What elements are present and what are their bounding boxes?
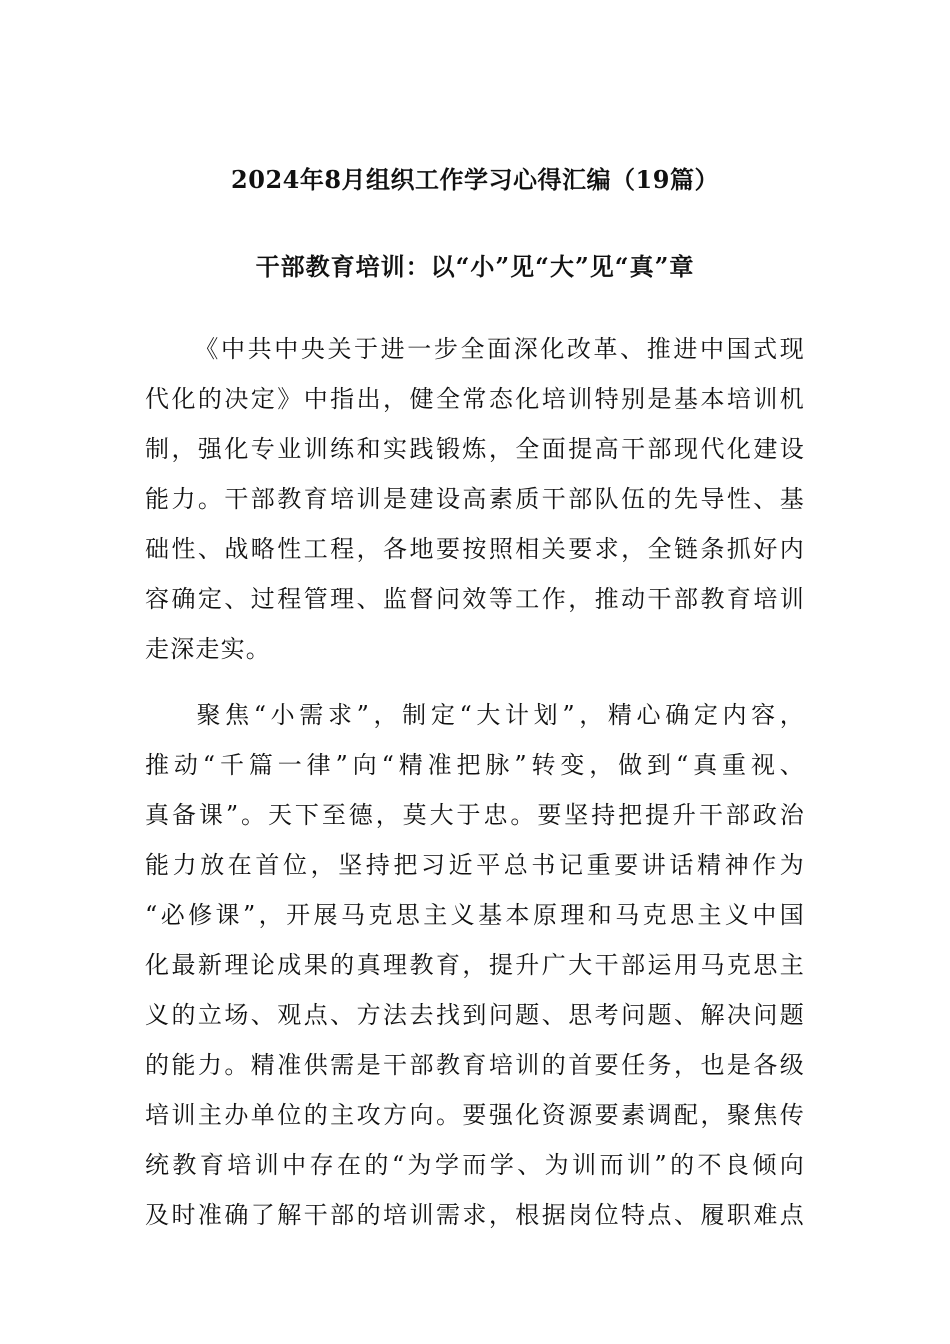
paragraph-line: 制，强化专业训练和实践锻炼，全面提高干部现代化建设	[145, 435, 805, 463]
paragraph-line: 能力。干部教育培训是建设高素质干部队伍的先导性、基	[145, 485, 805, 513]
paragraph-line: 培训主办单位的主攻方向。要强化资源要素调配，聚焦传	[145, 1101, 805, 1129]
paragraph-line: 统教育培训中存在的“为学而学、为训而训”的不良倾向	[145, 1151, 805, 1179]
paragraph-line: 代化的决定》中指出，健全常态化培训特别是基本培训机	[145, 385, 805, 413]
section-title: 干部教育培训：以“小”见“大”见“真”章	[255, 252, 695, 281]
paragraph-line: 义的立场、观点、方法去找到问题、思考问题、解决问题	[145, 1001, 805, 1029]
paragraph-line: 容确定、过程管理、监督问效等工作，推动干部教育培训	[145, 585, 805, 613]
document-title: 2024年8月组织工作学习心得汇编（19篇）	[231, 165, 719, 194]
paragraph	[145, 690, 805, 1240]
paragraph-line: 聚焦“小需求”，制定“大计划”，精心确定内容，	[193, 701, 805, 729]
paragraph-line: 推动“千篇一律”向“精准把脉”转变，做到“真重视、	[145, 751, 805, 779]
paragraph-line: 的能力。精准供需是干部教育培训的首要任务，也是各级	[145, 1051, 805, 1079]
paragraph-line: 《中共中央关于进一步全面深化改革、推进中国式现	[193, 335, 805, 363]
paragraph-line: 及时准确了解干部的培训需求，根据岗位特点、履职难点	[145, 1201, 805, 1229]
paragraph-line: “必修课”，开展马克思主义基本原理和马克思主义中国	[145, 901, 805, 929]
paragraph-line: 能力放在首位，坚持把习近平总书记重要讲话精神作为	[145, 851, 805, 879]
paragraph-line: 走深走实。	[145, 635, 271, 663]
paragraph-line: 化最新理论成果的真理教育，提升广大干部运用马克思主	[145, 951, 805, 979]
paragraph	[145, 324, 805, 674]
paragraph-line: 真备课”。天下至德，莫大于忠。要坚持把提升干部政治	[145, 801, 805, 829]
paragraph-line: 础性、战略性工程，各地要按照相关要求，全链条抓好内	[145, 535, 805, 563]
document-body	[145, 324, 805, 1240]
